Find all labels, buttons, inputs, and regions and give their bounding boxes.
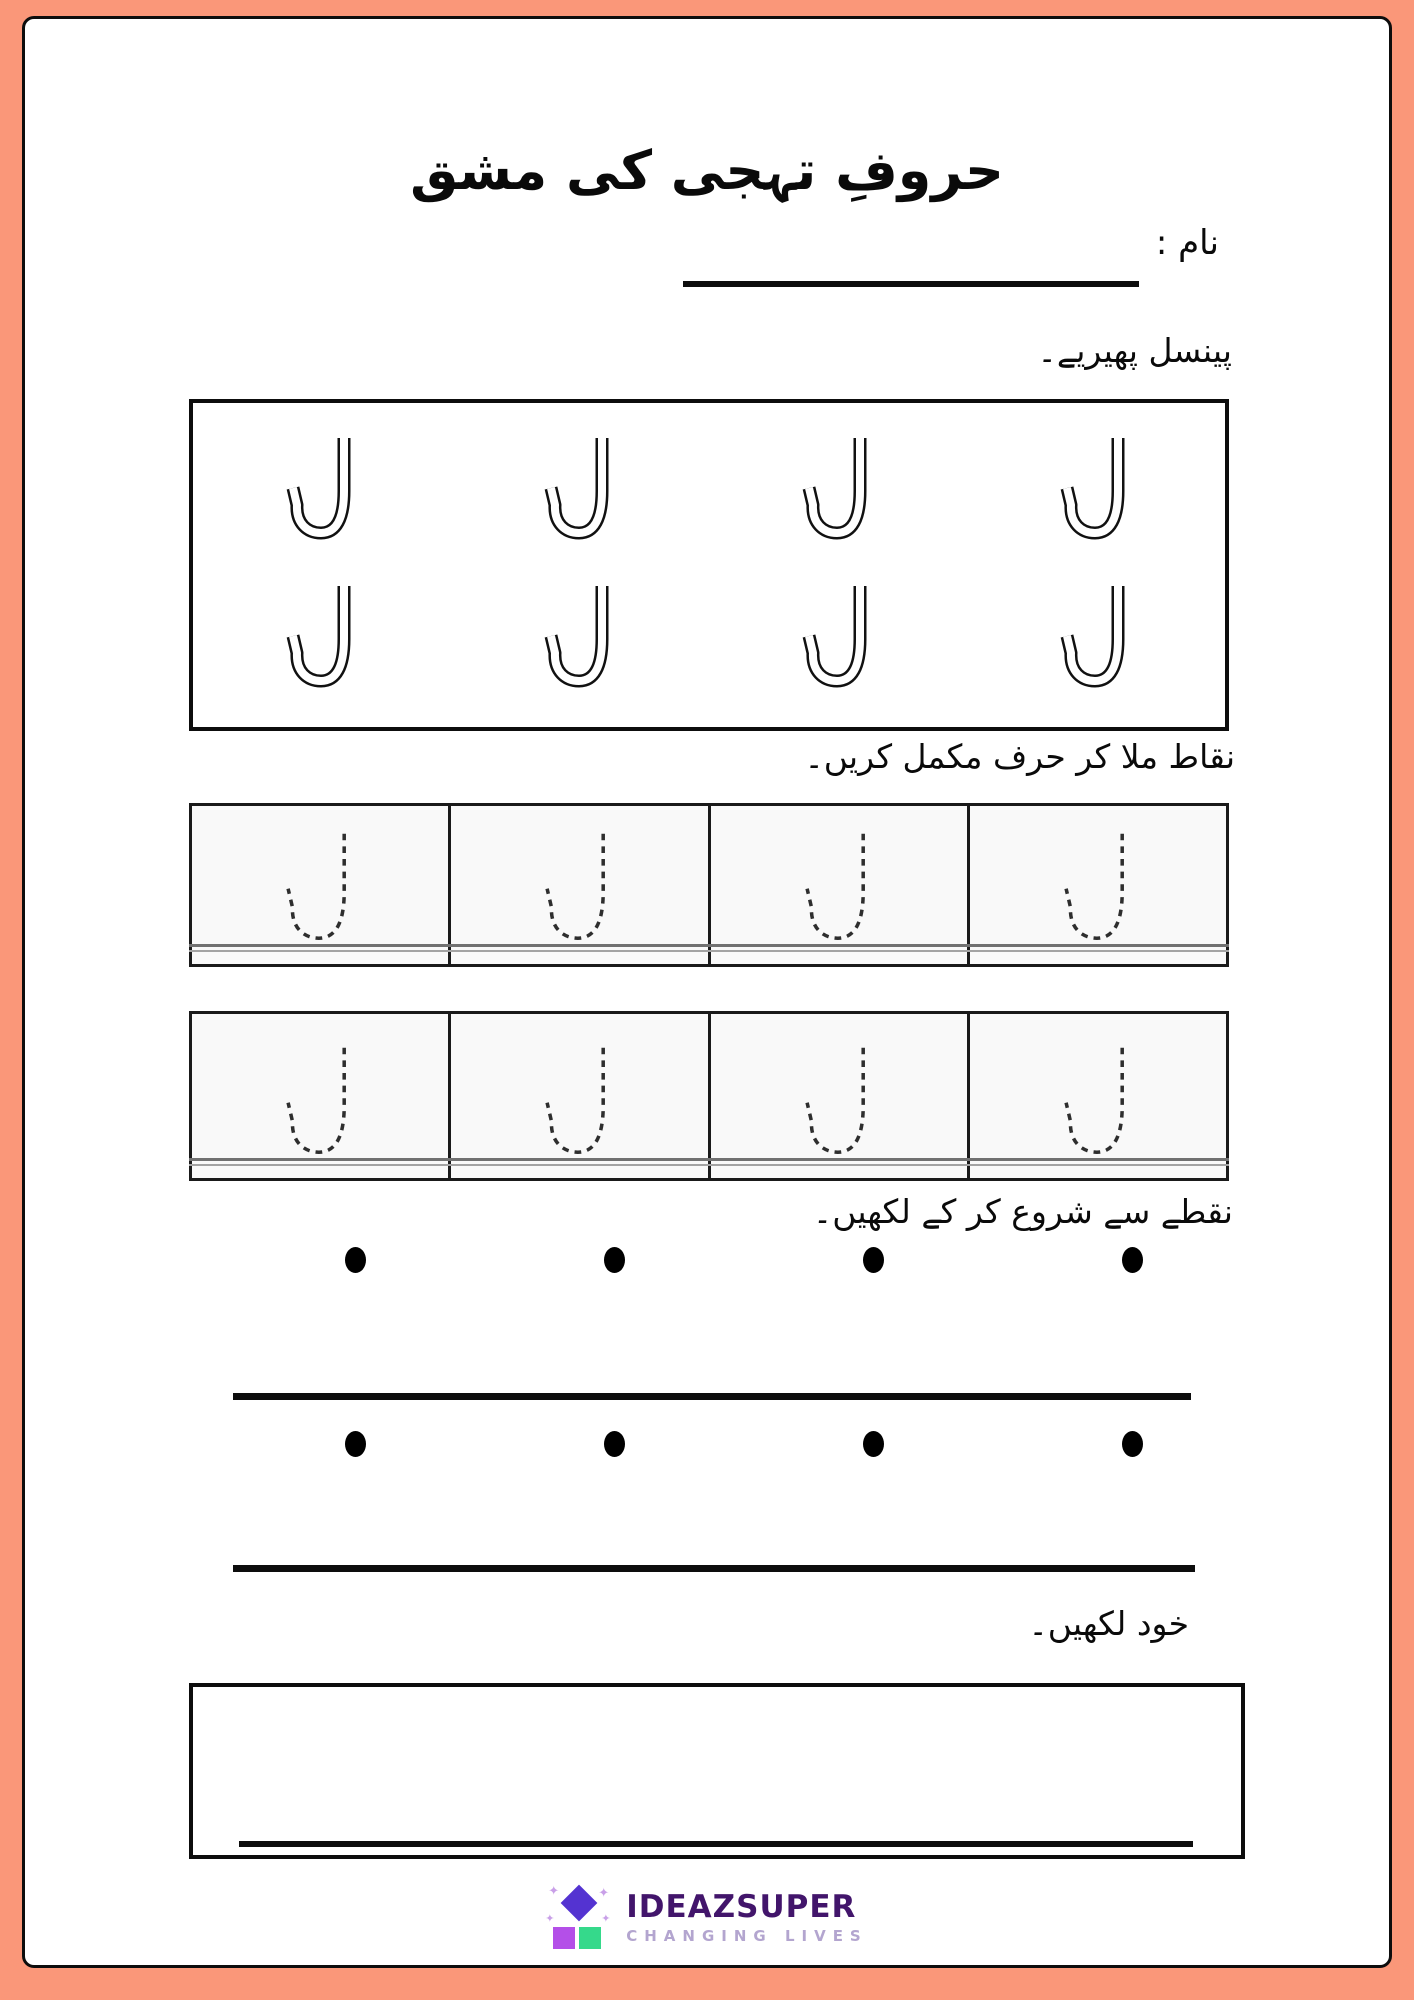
- laam-dashed-letter: [1054, 1040, 1142, 1172]
- laam-dashed-letter: [1054, 826, 1142, 958]
- laam-outline-letter: [539, 579, 621, 699]
- name-label: نام :: [1155, 223, 1219, 263]
- trace-letter-row: [193, 579, 1225, 699]
- start-dot: [1122, 1247, 1143, 1273]
- purple-square-icon: [553, 1927, 575, 1949]
- brand-tagline: CHANGING LIVES: [626, 1926, 868, 1945]
- self-write-box: [189, 1683, 1245, 1859]
- star-icon: ✦: [548, 1884, 560, 1899]
- connect-dots-cell: [711, 806, 970, 964]
- connect-dots-cell: [711, 1014, 970, 1178]
- practice-line: [233, 1393, 1191, 1400]
- start-dot: [863, 1247, 884, 1273]
- brand-footer: [25, 1884, 1389, 1949]
- logo-text: [626, 1891, 868, 1945]
- trace-letter-row: [193, 431, 1225, 551]
- start-dots-row: [345, 1431, 1143, 1457]
- self-write-instruction: خود لکھیں۔: [1028, 1604, 1189, 1643]
- start-dot: [604, 1431, 625, 1457]
- star-icon: ✦: [545, 1912, 555, 1925]
- star-icon: ✦: [601, 1912, 611, 1925]
- laam-outline-letter: [1055, 579, 1137, 699]
- start-dots-row: [345, 1247, 1143, 1273]
- diamond-icon: [561, 1885, 598, 1922]
- name-writing-line: [683, 281, 1139, 287]
- ideazsuper-logo-icon: [545, 1884, 612, 1949]
- green-square-icon: [579, 1927, 601, 1949]
- laam-outline-letter: [539, 431, 621, 551]
- start-dot: [604, 1247, 625, 1273]
- laam-dashed-letter: [535, 1040, 623, 1172]
- connect-dots-cell: [192, 1014, 451, 1178]
- laam-dashed-letter: [276, 826, 364, 958]
- laam-outline-letter: [281, 579, 363, 699]
- connect-dots-row: [189, 803, 1229, 967]
- laam-dashed-letter: [535, 826, 623, 958]
- start-dot: [345, 1431, 366, 1457]
- worksheet-page: [22, 16, 1392, 1968]
- laam-outline-letter: [797, 431, 879, 551]
- brand-name: IDEAZSUPER: [626, 1889, 857, 1926]
- connect-instruction: نقاط ملا کر حرف مکمل کریں۔: [804, 737, 1235, 776]
- connect-dots-cell: [970, 1014, 1226, 1178]
- trace-instruction: پینسل پھیریے۔: [1037, 331, 1232, 370]
- laam-outline-letter: [281, 431, 363, 551]
- laam-outline-letter: [1055, 431, 1137, 551]
- laam-dashed-letter: [795, 826, 883, 958]
- connect-dots-row: [189, 1011, 1229, 1181]
- start-dot: [1122, 1431, 1143, 1457]
- connect-dots-cell: [451, 1014, 710, 1178]
- laam-dashed-letter: [795, 1040, 883, 1172]
- dot-start-instruction: نقطے سے شروع کر کے لکھیں۔: [812, 1192, 1233, 1231]
- laam-dashed-letter: [276, 1040, 364, 1172]
- connect-dots-cell: [192, 806, 451, 964]
- start-dot: [345, 1247, 366, 1273]
- star-icon: ✦: [598, 1886, 610, 1901]
- connect-dots-cell: [970, 806, 1226, 964]
- connect-dots-cell: [451, 806, 710, 964]
- practice-line: [233, 1565, 1195, 1572]
- trace-letters-box: [189, 399, 1229, 731]
- self-write-baseline: [239, 1841, 1193, 1847]
- start-dot: [863, 1431, 884, 1457]
- page-title: حروفِ تہجی کی مشق: [410, 139, 1004, 203]
- laam-outline-letter: [797, 579, 879, 699]
